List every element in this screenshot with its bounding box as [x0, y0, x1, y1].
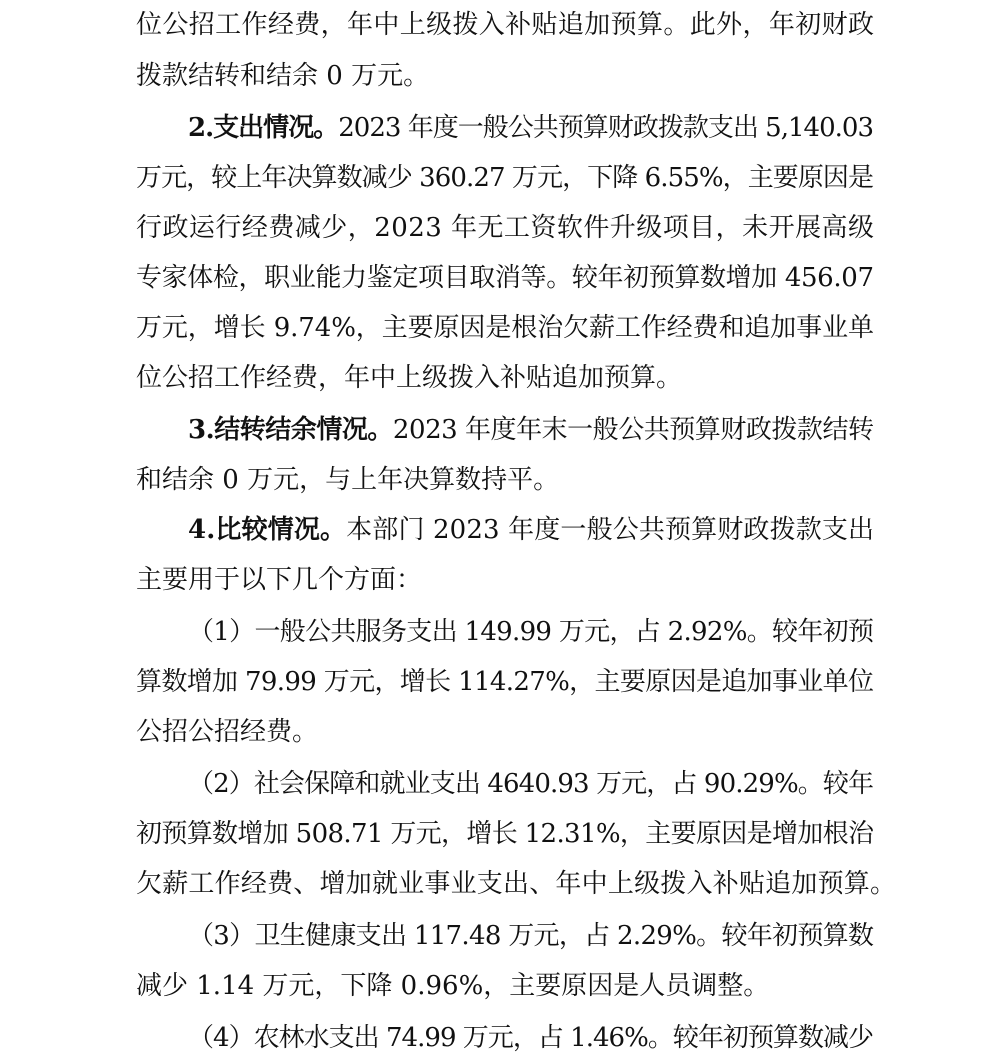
body-text: 位公招工作经费，年中上级拨入补贴追加预算。 [136, 363, 683, 393]
text-line [136, 203, 1000, 253]
body-text: 万元，较上年决算数减少 360.27 万元，下降 6.55%，主要原因是 [136, 163, 874, 193]
text-line [188, 505, 1000, 555]
body-text: （2）社会保障和就业支出 4640.93 万元，占 90.29%。较年 [188, 769, 874, 799]
body-text: 拨款结转和结余 0 万元。 [136, 61, 430, 91]
text-line [136, 455, 1000, 505]
text-line [188, 1013, 1000, 1059]
text-line [136, 353, 1000, 403]
body-text: 万元，增长 9.74%，主要原因是根治欠薪工作经费和追加事业单 [136, 313, 874, 343]
body-text: 欠薪工作经费、增加就业事业支出、年中上级拨入补贴追加预算。 [136, 869, 897, 899]
body-text: 公招公招经费。 [136, 717, 319, 747]
body-text: 和结余 0 万元，与上年决算数持平。 [136, 465, 560, 495]
text-line [136, 809, 1000, 859]
body-text: 2023 年度一般公共预算财政拨款支出 5,140.03 [338, 113, 874, 143]
text-line [136, 657, 1000, 707]
text-line [136, 253, 1000, 303]
text-line [188, 911, 1000, 961]
text-line [188, 759, 1000, 809]
text-line [136, 859, 1000, 909]
section-heading: 2.支出情况。 [188, 113, 339, 143]
text-line [136, 51, 1000, 101]
body-text: 专家体检，职业能力鉴定项目取消等。较年初预算数增加 456.07 [136, 263, 874, 293]
body-text: 减少 1.14 万元，下降 0.96%，主要原因是人员调整。 [136, 971, 770, 1001]
text-line [136, 961, 1000, 1011]
text-line [136, 555, 1000, 605]
body-text: 算数增加 79.99 万元，增长 114.27%，主要原因是追加事业单位 [136, 667, 874, 697]
text-line [136, 303, 1000, 353]
body-text: （1）一般公共服务支出 149.99 万元，占 2.92%。较年初预 [188, 617, 874, 647]
body-text: 位公招工作经费，年中上级拨入补贴追加预算。此外，年初财政 [136, 10, 875, 40]
section-heading: 3.结转结余情况。 [188, 415, 393, 445]
text-line [188, 405, 1000, 455]
body-text: 主要用于以下几个方面： [136, 565, 423, 595]
body-text: 本部门 2023 年度一般公共预算财政拨款支出 [346, 515, 875, 545]
body-text: （4）农林水支出 74.99 万元，占 1.46%。较年初预算数减少 [188, 1023, 874, 1053]
body-text: （3）卫生健康支出 117.48 万元，占 2.29%。较年初预算数 [188, 921, 874, 951]
body-text: 2023 年度年末一般公共预算财政拨款结转 [392, 415, 874, 445]
text-line [188, 607, 1000, 657]
text-line [136, 707, 1000, 757]
body-text: 行政运行经费减少，2023 年无工资软件升级项目，未开展高级 [136, 213, 875, 243]
section-heading: 4.比较情况。 [188, 515, 347, 545]
text-line [188, 103, 1000, 153]
text-line [136, 153, 1000, 203]
text-line [136, 0, 1000, 50]
body-text: 初预算数增加 508.71 万元，增长 12.31%，主要原因是增加根治 [136, 819, 874, 849]
